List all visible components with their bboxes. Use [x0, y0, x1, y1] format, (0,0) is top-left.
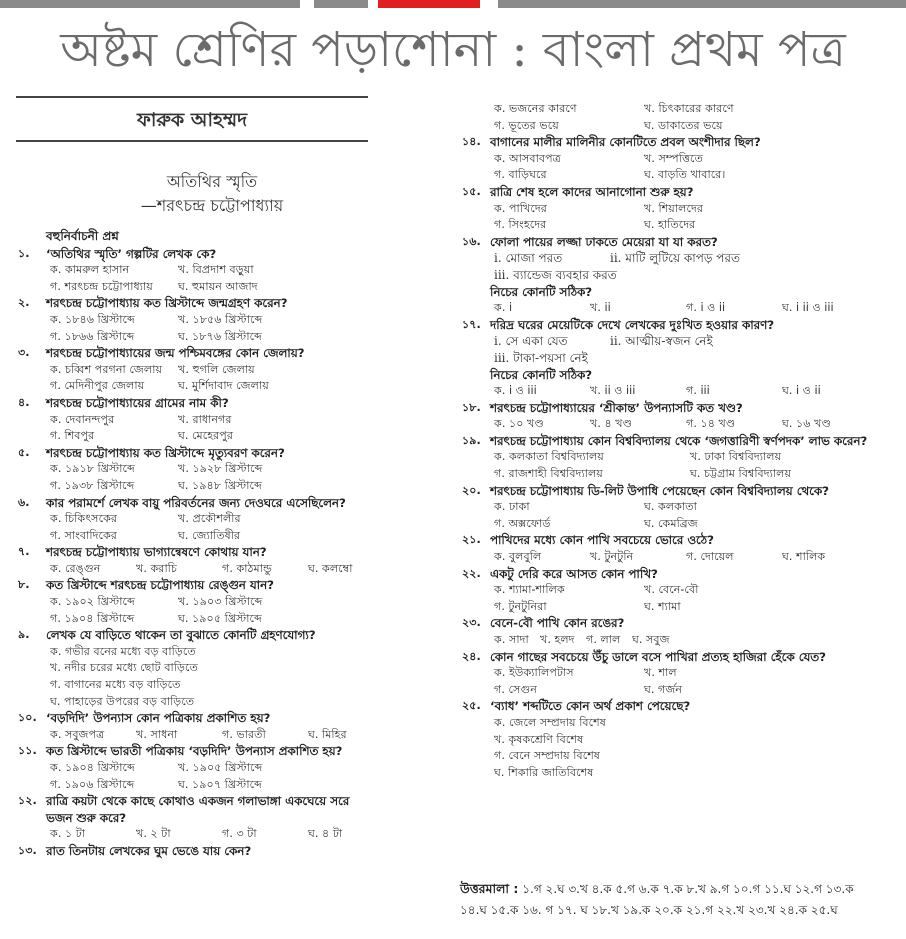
- statement-row: [494, 333, 900, 350]
- answer-option: গ. অক্সফোর্ড: [494, 516, 551, 530]
- question-text: কত খ্রিস্টাব্দে শরৎচন্দ্র চট্টোপাধ্যায় রেঙ্গুন যান?: [46, 578, 274, 593]
- answer-option: ক. ১০ খণ্ড: [494, 417, 544, 431]
- option-row: [494, 167, 900, 184]
- header-rule-bottom: [16, 140, 368, 142]
- question-item: [16, 295, 376, 345]
- statement-row: [494, 250, 900, 267]
- answer-option: গ. লাল: [586, 633, 621, 646]
- answer-option: খ. চিৎকারের কারণে: [644, 102, 734, 115]
- question-text: ‘ব্যাধ’ শব্দটিতে কোন অর্থ প্রকাশ পেয়েছে?: [490, 699, 691, 714]
- question-item: [460, 317, 900, 400]
- left-column: [16, 228, 376, 860]
- question-item: [16, 395, 376, 445]
- question-item: [460, 483, 900, 533]
- answer-option: ঘ. শিকারি জাতিবিশেষ: [494, 765, 594, 779]
- option-row: [50, 694, 376, 711]
- question-number: ২০.: [462, 483, 481, 497]
- answer-option: ক. i: [494, 301, 513, 315]
- question-item: [16, 495, 376, 545]
- answer-option: খ. হলদ: [540, 633, 575, 646]
- answer-option: খ. ৪ খণ্ড: [590, 417, 633, 431]
- option-row: [494, 383, 900, 400]
- option-row: [494, 549, 900, 566]
- answer-option: গ. রাজশাহী বিশ্ববিদ্যালয়: [494, 467, 603, 481]
- question-item: [460, 649, 900, 699]
- question-text: কোন গাছের সবচেয়ে উঁচু ডালে বসে পাখিরা প্রত্যহ হাজিরা হেঁকে যেত?: [490, 649, 826, 664]
- question-text: শরৎচন্দ্র চট্টোপাধ্যায় কত খ্রিস্টাব্দে মৃত্যুবরণ করেন?: [46, 445, 285, 460]
- answer-option: ঘ. সবুজ: [632, 633, 670, 646]
- option-row: [50, 611, 376, 628]
- question-text: লেখক যে বাড়িতে থাকেন তা বুঝাতে কোনটি গ্রহণযোগ্য?: [46, 628, 316, 643]
- answer-option: খ. শিয়ালদের: [644, 201, 703, 215]
- right-column: [460, 101, 900, 781]
- answer-option: খ. ii: [590, 301, 611, 315]
- question-text: বাগানের মালীর মালিনীর কোনটিতে প্রবল অংশীদার ছিল?: [490, 135, 761, 150]
- question-text: ‘অতিথির স্মৃতি’ গল্পটির লেখক কে?: [46, 246, 217, 261]
- question-number: ১৫.: [462, 184, 481, 198]
- answer-option: ক. ১৯০২ খ্রিস্টাব্দে: [50, 595, 135, 609]
- answer-option: খ. প্রকৌশলীর: [178, 512, 241, 526]
- answer-option: ঘ. মিহির: [308, 727, 347, 741]
- option-row: [50, 279, 376, 296]
- answer-option: ঘ. গর্জন: [644, 682, 683, 696]
- question-number: ১২.: [18, 794, 37, 808]
- statement-row: [494, 267, 900, 284]
- question-text: একটু দেরি করে আসত কোন পাখি?: [490, 566, 658, 581]
- question-item: [16, 743, 376, 793]
- answer-option: ক. ভজনের কারণে: [494, 102, 577, 115]
- option-row: [494, 599, 900, 616]
- answer-option: গ. সিংহদের: [494, 218, 547, 232]
- answer-option: ঘ. জ্যোতিষীর: [178, 528, 241, 542]
- answer-option: গ. সেগুন: [494, 682, 537, 696]
- statement-option: iii. টাকা-পয়সা নেই: [494, 350, 588, 365]
- answer-option: খ. টুনটুনি: [590, 550, 634, 564]
- answer-option: ক. দেবানন্দপুর: [50, 412, 115, 426]
- answer-option: ক. ঢাকা: [494, 500, 530, 514]
- answer-option: ক. ১৯১৮ খ্রিস্টাব্দে: [50, 462, 135, 476]
- statement-option: i. সে একা যেত: [494, 334, 568, 349]
- answer-option: ঘ. ৪ টা: [308, 827, 343, 841]
- answer-option: গ. iii: [686, 384, 710, 398]
- option-row: [494, 416, 900, 433]
- answer-option: ঘ. কেমব্রিজ: [644, 516, 698, 530]
- answer-option: গ. ভূতের ভয়ে: [494, 118, 559, 132]
- section-label: বহুনির্বাচনী প্রশ্ন: [46, 229, 119, 243]
- answer-option: ঘ. শালিক: [782, 550, 826, 564]
- question-text: শরৎচন্দ্র চট্টোপাধ্যায়ের জন্ম পশ্চিমবঙ্গের কোন জেলায়?: [46, 346, 305, 361]
- question-number: ২৩.: [462, 616, 481, 630]
- answer-option: গ. বাড়িঘরে: [494, 168, 547, 182]
- story-author: —শরৎচন্দ্র চট্টোপাধ্যায়: [140, 196, 284, 215]
- answer-option: ক. রেঙ্গুন: [50, 561, 101, 575]
- question-text: ‘বড়দিদি’ উপন্যাস কোন পত্রিকায় প্রকাশিত হয়?: [46, 711, 271, 726]
- question-item: [460, 134, 900, 184]
- question-text: রাত্রি কয়টা থেকে কাছে কোথাও একজন গলাভাঙ্গা একঘেয়ে সরে ভজন শুরু করে?: [46, 794, 350, 825]
- question-number: ১০.: [18, 711, 37, 725]
- answer-option: ক. i ও iii: [494, 384, 537, 398]
- option-row: [50, 478, 376, 495]
- answer-option: ক. কামরুল হাসান: [50, 263, 130, 277]
- question-number: ১৭.: [462, 317, 481, 331]
- question-number: ১৩.: [18, 843, 37, 857]
- option-row: [494, 682, 900, 699]
- question-number: ১৪.: [462, 135, 481, 149]
- question-text: শরৎচন্দ্র চট্টোপাধ্যায়ের গ্রামের নাম কী?: [46, 395, 229, 410]
- question-text: ফোলা পায়ের লজ্জা ঢাকতে মেয়েরা যা যা করত?: [490, 234, 718, 249]
- question-item: [460, 698, 900, 781]
- answer-line-1: [460, 878, 902, 900]
- top-bar-tab: [314, 0, 368, 8]
- answer-option: গ. ১৯০৪ খ্রিস্টাব্দে: [50, 611, 135, 625]
- statement-option: ii. মাটি লুটিয়ে কাপড় পরত: [610, 251, 741, 266]
- question-item: [16, 577, 376, 627]
- question-number: ৭.: [18, 545, 30, 559]
- question-text: কত খ্রিস্টাব্দে ভারতী পত্রিকায় ‘বড়দিদি’ উপন্যাস প্রকাশিত হয়?: [46, 744, 343, 759]
- option-row: [494, 715, 900, 732]
- answer-option: খ. শাল: [644, 666, 677, 680]
- question-item: [460, 566, 900, 616]
- statement-row: [494, 350, 900, 367]
- answer-option: খ. বেনে-বৌ: [644, 583, 699, 597]
- question-text: রাত তিনটায় লেখকের ঘুম ভেঙে যায় কেন?: [46, 843, 252, 858]
- answer-option: ক. চব্বিশ পরগনা জেলায়: [50, 362, 163, 376]
- answer-option: গ. ১৯০৬ খ্রিস্টাব্দে: [50, 777, 135, 791]
- option-row: [50, 677, 376, 694]
- question-item: [16, 793, 376, 843]
- option-row: [494, 665, 900, 682]
- option-row: [50, 644, 376, 661]
- question-text: শরৎচন্দ্র চট্টোপাধ্যায় ডি-লিট উপাধি পেয়েছেন কোন বিশ্ববিদ্যালয় থেকে?: [490, 483, 829, 498]
- question-text: কার পরামর্শে লেখক বায়ু পরিবর্তনের জন্য দেওঘরে এসেছিলেন?: [46, 495, 346, 510]
- answer-option: গ. ১৯৩৮ খ্রিস্টাব্দে: [50, 478, 135, 492]
- answer-option: ঘ. ১৬ খণ্ড: [782, 417, 831, 431]
- which-correct-label: নিচের কোনটি সঠিক?: [490, 284, 593, 299]
- page-title: অষ্টম শ্রেণির পড়াশোনা : বাংলা প্রথম পত্র: [60, 22, 846, 78]
- statement-option: i. মোজা পরত: [494, 251, 563, 266]
- option-row: [50, 826, 376, 843]
- question-item: [460, 400, 900, 433]
- answer-option: ঘ. ডাকাতের ভয়ে: [644, 118, 723, 132]
- question-text: রাত্রি শেষ হলে কাদের আনাগোনা শুরু হয়?: [490, 184, 694, 199]
- option-row: [494, 582, 900, 599]
- question-item: [460, 101, 900, 134]
- option-row: [50, 660, 376, 677]
- answer-option: খ. করাচি: [136, 561, 177, 575]
- option-row: [494, 765, 900, 782]
- question-text: শরৎচন্দ্র চট্টোপাধ্যায় কোন বিশ্ববিদ্যালয় থেকে ‘জগত্তারিণী স্বর্ণপদক’ লাভ করেন?: [490, 433, 868, 448]
- answer-option: গ. বাগানের মধ্যে বড় বাড়িতে: [50, 678, 181, 692]
- answer-key: [460, 878, 902, 921]
- answer-option: ঘ. চট্টগ্রাম বিশ্ববিদ্যালয়: [690, 467, 792, 481]
- answer-option: ঘ. i ও ii: [782, 384, 821, 398]
- question-number: ৩.: [18, 346, 30, 360]
- top-bar-right: [498, 0, 906, 8]
- question-number: ১১.: [18, 744, 37, 758]
- answer-option: ক. আসবাবপত্র: [494, 151, 561, 165]
- answer-option: ঘ. মুর্শিদাবাদ জেলায়: [178, 379, 269, 393]
- answer-option: খ. ঢাকা বিশ্ববিদ্যালয়: [690, 450, 782, 464]
- answer-option: ঘ. হুমায়ন আজাদ: [178, 279, 258, 293]
- question-number: ২২.: [462, 566, 481, 580]
- answer-option: গ. দোয়েল: [686, 550, 734, 564]
- answer-option: ঘ. কলম্বো: [308, 561, 353, 575]
- question-number: ১৯.: [462, 433, 481, 447]
- option-row: [50, 312, 376, 329]
- option-row: [494, 732, 900, 749]
- answer-option: ঘ. কলকাতা: [644, 500, 697, 514]
- question-item: [460, 234, 900, 317]
- question-number: ২৪.: [462, 649, 481, 663]
- author-name: ফারুক আহম্মদ: [136, 109, 248, 131]
- question-number: ৬.: [18, 495, 30, 509]
- answer-option: ঘ. i ii ও iii: [782, 301, 834, 315]
- option-row: [494, 101, 900, 118]
- question-text: শরৎচন্দ্র চট্টোপাধ্যায় কত খ্রিস্টাব্দে জন্মগ্রহণ করেন?: [46, 296, 288, 311]
- answer-option: ঘ. ১৯০৫ খ্রিস্টাব্দে: [178, 611, 262, 625]
- story-heading: [16, 170, 368, 218]
- answer-option: খ. হুগলি জেলায়: [178, 362, 255, 376]
- answer-option: গ. ৩ টা: [222, 827, 257, 841]
- answer-option: ক. ১ টা: [50, 827, 86, 841]
- option-row: [50, 378, 376, 395]
- answer-option: খ. সম্পত্তিতে: [644, 151, 703, 165]
- question-number: ২১.: [462, 533, 481, 547]
- question-item: [16, 345, 376, 395]
- option-row: [50, 528, 376, 545]
- answer-option: ক. জেলে সম্প্রদায় বিশেষ: [494, 715, 606, 729]
- option-row: [50, 262, 376, 279]
- answer-option: খ. ১৯০৩ খ্রিস্টাব্দে: [178, 595, 263, 609]
- option-row: [50, 777, 376, 794]
- question-number: ৮.: [18, 578, 30, 592]
- option-row: [494, 217, 900, 234]
- answer-option: খ. নদীর চরের মধ্যে ছোট বাড়িতে: [50, 661, 198, 675]
- question-number: ১৮.: [462, 400, 481, 414]
- answer-option: গ. বেনে সম্প্রদায় বিশেষ: [494, 749, 600, 763]
- answer-option: ক. চিকিৎসকের: [50, 512, 118, 526]
- answer-option: খ. ২ টা: [136, 827, 171, 841]
- answer-option: ক. বুলবুলি: [494, 550, 542, 564]
- answer-option: খ. কৃষকশ্রেণি বিশেষ: [494, 732, 584, 746]
- header-rule-top: [16, 96, 368, 98]
- answer-option: ঘ. ১৯০৭ খ্রিস্টাব্দে: [178, 777, 262, 791]
- question-item: [16, 843, 376, 860]
- which-correct-label: নিচের কোনটি সঠিক?: [490, 367, 593, 382]
- option-row: [494, 151, 900, 168]
- option-row: [494, 300, 900, 317]
- answer-option: ক. গভীর বনের মধ্যে বড় বাড়িতে: [50, 644, 196, 658]
- question-item: [16, 544, 376, 577]
- top-bar-accent: [378, 0, 480, 8]
- question-item: [460, 615, 900, 648]
- answer-option: গ. সাংবাদিকের: [50, 528, 117, 542]
- option-row: [50, 461, 376, 478]
- statement-option: ii. আত্মীয়-স্বজন নেই: [610, 334, 713, 349]
- answer-option: গ. ১৮৬৬ খ্রিস্টাব্দে: [50, 329, 135, 343]
- question-item: [460, 433, 900, 483]
- question-number: ১৬.: [462, 234, 481, 248]
- answer-option: ক. শ্যামা-শালিক: [494, 583, 565, 597]
- answer-option: গ. শিবপুর: [50, 429, 95, 443]
- answer-option: ক. সাদা: [494, 633, 529, 646]
- option-row: [494, 516, 900, 533]
- option-row: [494, 748, 900, 765]
- answer-line-2: ১৪.ঘ ১৫.ক ১৬. গ ১৭. ঘ ১৮.খ ১৯.ক ২০.ক ২১.গ ২২.খ ২৩.খ ২৪.ক ২৫.ঘ: [460, 903, 838, 917]
- top-bar-left: [0, 0, 300, 8]
- option-row: [50, 561, 376, 578]
- option-row: [50, 594, 376, 611]
- question-text: শরৎচন্দ্র চট্টোপাধ্যায় ভাগ্যান্বেষণে কোথায় যান?: [46, 545, 267, 560]
- answer-option: ঘ. ১৯৪৮ খ্রিস্টাব্দে: [178, 478, 262, 492]
- question-item: [460, 532, 900, 565]
- option-row: [50, 362, 376, 379]
- option-row: [494, 118, 900, 135]
- answer-option: খ. ১৯২৮ খ্রিস্টাব্দে: [178, 462, 263, 476]
- question-number: ৫.: [18, 445, 30, 459]
- answer-option: খ. ১৮৫৬ খ্রিস্টাব্দে: [178, 312, 263, 326]
- answer-option: গ. ১৪ খণ্ড: [686, 417, 736, 431]
- story-title: অতিথির স্মৃতি: [166, 172, 258, 191]
- option-row: [50, 760, 376, 777]
- option-row: [50, 329, 376, 346]
- question-number: ৯.: [18, 628, 30, 642]
- answer-option: গ. i ও ii: [686, 301, 726, 315]
- answer-option: খ. ১৯০৫ খ্রিস্টাব্দে: [178, 761, 263, 774]
- option-row: [50, 412, 376, 429]
- question-text: বেনে-বৌ পাখি কোন রঙের?: [490, 616, 625, 631]
- answer-option: খ. ii ও iii: [590, 384, 636, 398]
- question-item: [16, 246, 376, 296]
- question-number: ৪.: [18, 395, 30, 409]
- answer-option: গ. কাঠমান্ডু: [222, 561, 272, 575]
- option-row: [494, 466, 900, 483]
- question-number: ২.: [18, 296, 30, 310]
- answer-option: ক. কলকাতা বিশ্ববিদ্যালয়: [494, 450, 604, 464]
- answer-option: গ. শরৎচন্দ্র চট্টোপাধ্যায়: [50, 279, 153, 293]
- option-row: [494, 499, 900, 516]
- answer-option: গ. টুনটুনিরা: [494, 599, 547, 613]
- question-number: ১.: [18, 246, 30, 260]
- question-text: শরৎচন্দ্র চট্টোপাধ্যায়ের ‘শ্রীকান্ত’ উপন্যাসটি কত খণ্ড?: [490, 400, 743, 415]
- question-item: [16, 710, 376, 743]
- answer-option: গ. ভারতী: [222, 727, 266, 741]
- statement-option: iii. ব্যান্ডেজ ব্যবহার করত: [494, 267, 617, 282]
- option-row: [494, 632, 900, 649]
- question-number: ২৫.: [462, 699, 481, 713]
- question-item: [16, 445, 376, 495]
- answer-values-1: ১.গ ২.ঘ ৩.খ ৪.ক ৫.গ ৬.ক ৭.ক ৮.খ ৯.গ ১০.গ ১১.ঘ ১২.গ ১৩.ক: [522, 882, 854, 896]
- option-row: [494, 201, 900, 218]
- option-row: [50, 511, 376, 528]
- question-item: [460, 184, 900, 234]
- answer-label: উত্তরমালা :: [460, 881, 519, 896]
- question-text: দরিদ্র ঘরের মেয়েটিকে দেখে লেখকের দুঃখিত হওয়ার কারণ?: [490, 317, 775, 332]
- answer-option: ক. ১৮৪৬ খ্রিস্টাব্দে: [50, 312, 135, 326]
- answer-option: গ. মেদিনীপুর জেলায়: [50, 379, 145, 393]
- answer-option: ঘ. পাহাড়ের উপরের বড় বাড়িতে: [50, 694, 195, 708]
- option-row: [494, 449, 900, 466]
- question-item: [16, 627, 376, 710]
- answer-option: খ. রাধানগর: [178, 412, 232, 426]
- answer-option: ঘ. শ্যামা: [644, 599, 681, 613]
- option-row: [50, 428, 376, 445]
- answer-option: ঘ. বাড়তি খাবারে।: [644, 168, 726, 182]
- answer-option: ক. সবুজপত্র: [50, 727, 105, 741]
- answer-option: খ. সাধনা: [136, 727, 178, 741]
- answer-option: ঘ. হাতিদের: [644, 218, 696, 232]
- answer-option: ক. পাখিদের: [494, 201, 547, 215]
- answer-option: ক. ইউক্যালিপটাস: [494, 666, 574, 680]
- question-text: পাখিদের মধ্যে কোন পাখি সবচেয়ে ভোরে ওঠে?: [490, 533, 714, 548]
- answer-option: ঘ. মেহেরপুর: [178, 429, 234, 443]
- option-row: [50, 727, 376, 744]
- answer-option: ঘ. ১৮৭৬ খ্রিস্টাব্দে: [178, 329, 262, 343]
- answer-option: ক. ১৯০৪ খ্রিস্টাব্দে: [50, 761, 135, 774]
- answer-option: খ. বিপ্রদাশ বড়ুয়া: [178, 263, 254, 277]
